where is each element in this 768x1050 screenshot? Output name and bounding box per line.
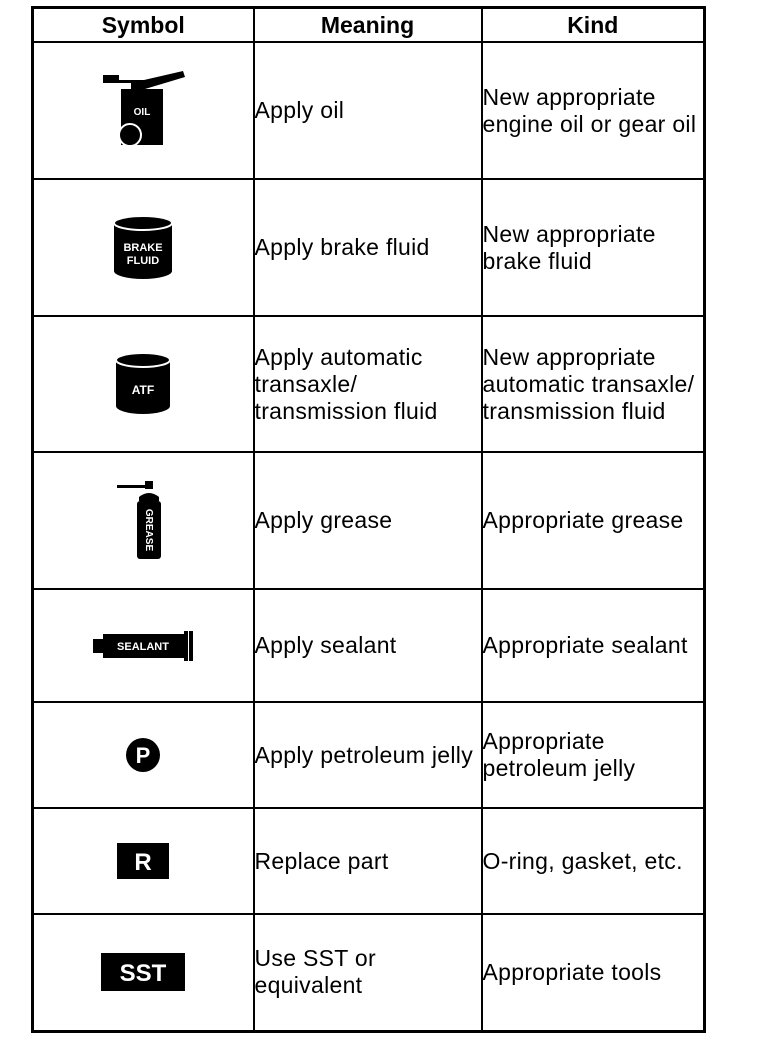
meaning-cell: Replace part bbox=[254, 808, 482, 914]
meaning-cell: Apply petroleum jelly bbox=[254, 702, 482, 808]
oil-can-icon-label: OIL bbox=[133, 106, 151, 118]
table-row bbox=[33, 589, 705, 702]
header-meaning: Meaning bbox=[254, 8, 482, 43]
table-row bbox=[33, 179, 705, 316]
header-symbol: Symbol bbox=[33, 8, 254, 43]
symbol-cell bbox=[33, 179, 254, 316]
kind-cell: New appropriate brake fluid bbox=[482, 179, 705, 316]
sealant-icon-label: SEALANT bbox=[117, 640, 170, 653]
sst-icon-label: SST bbox=[119, 960, 167, 988]
kind-cell: O-ring, gasket, etc. bbox=[482, 808, 705, 914]
symbol-cell bbox=[33, 589, 254, 702]
meaning-cell: Use SST or equivalent bbox=[254, 914, 482, 1031]
kind-cell: New appropriate engine oil or gear oil bbox=[482, 42, 705, 179]
kind-cell: Appropriate petroleum jelly bbox=[482, 702, 705, 808]
oil-can-icon bbox=[93, 71, 193, 151]
symbol-cell bbox=[33, 452, 254, 589]
kind-cell: New appropriate automatic transaxle/ transmission fluid bbox=[482, 316, 705, 452]
brake-fluid-can-icon bbox=[108, 215, 178, 281]
brake-fluid-icon-label: BRAKE FLUID bbox=[123, 241, 163, 267]
meaning-cell: Apply sealant bbox=[254, 589, 482, 702]
kind-cell: Appropriate tools bbox=[482, 914, 705, 1031]
replace-part-icon-label: R bbox=[134, 849, 152, 876]
table-row bbox=[33, 914, 705, 1031]
table-row bbox=[33, 316, 705, 452]
sst-icon bbox=[101, 953, 185, 991]
header-row bbox=[33, 8, 705, 43]
meaning-cell: Apply automatic transaxle/ transmission fluid bbox=[254, 316, 482, 452]
grease-gun-icon bbox=[113, 479, 173, 563]
table-row bbox=[33, 702, 705, 808]
table-row bbox=[33, 452, 705, 589]
symbol-cell bbox=[33, 914, 254, 1031]
sealant-tube-icon bbox=[91, 629, 195, 663]
table-row bbox=[33, 808, 705, 914]
kind-cell: Appropriate sealant bbox=[482, 589, 705, 702]
petroleum-jelly-icon-label: P bbox=[135, 743, 151, 768]
atf-can-icon bbox=[111, 352, 175, 416]
symbol-cell bbox=[33, 808, 254, 914]
table-row bbox=[33, 42, 705, 179]
atf-icon-label: ATF bbox=[132, 383, 155, 397]
symbol-legend-table bbox=[31, 6, 706, 1033]
kind-cell: Appropriate grease bbox=[482, 452, 705, 589]
grease-icon-label: GREASE bbox=[143, 508, 155, 551]
meaning-cell: Apply oil bbox=[254, 42, 482, 179]
replace-part-icon bbox=[117, 843, 169, 879]
symbol-cell bbox=[33, 42, 254, 179]
meaning-cell: Apply grease bbox=[254, 452, 482, 589]
symbol-cell bbox=[33, 316, 254, 452]
petroleum-jelly-icon bbox=[125, 737, 161, 773]
symbol-cell bbox=[33, 702, 254, 808]
header-kind: Kind bbox=[482, 8, 705, 43]
meaning-cell: Apply brake fluid bbox=[254, 179, 482, 316]
